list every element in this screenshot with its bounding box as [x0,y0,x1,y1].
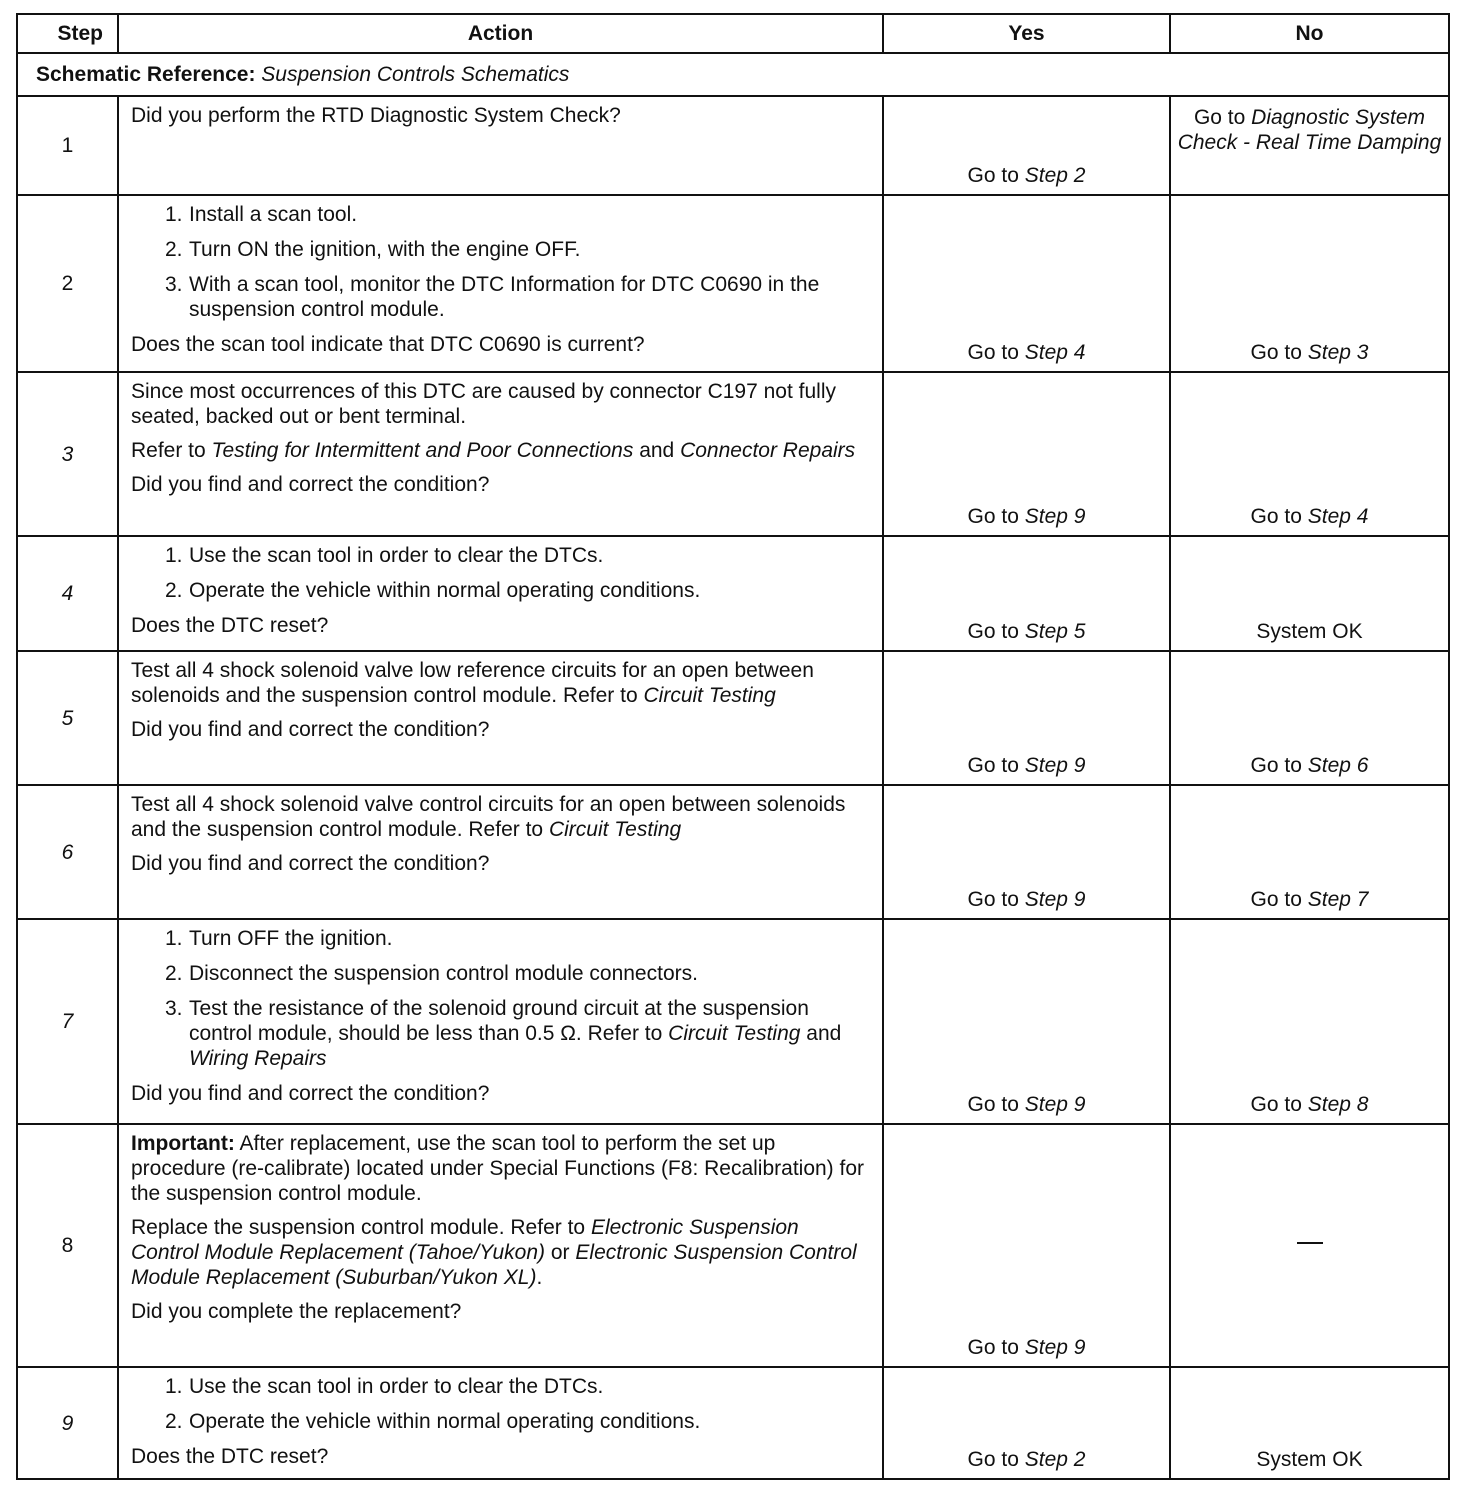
diagnostic-table [16,13,1450,1480]
table-row [17,651,1449,785]
list-item: 3. With a scan tool, monitor the DTC Information for DTC C0690 in the suspension control module. [165,273,820,321]
system-ok-text: System OK [1256,620,1363,643]
step-number: 8 [17,1124,118,1367]
step-number: 2 [17,195,118,372]
action-cell [118,536,883,651]
list-item: 2. Operate the vehicle within normal operating conditions. [165,579,701,602]
circuit-testing-link[interactable]: Circuit Testing [548,818,682,841]
action-cell [118,1124,883,1367]
list-item: 2. Operate the vehicle within normal operating conditions. [165,1410,701,1433]
module-replacement-tahoe-link[interactable]: Electronic Suspension Control Module Replacement (Tahoe/Yukon) [131,1216,799,1264]
yes-cell: Go to Step 9 [883,785,1170,919]
wiring-repairs-link[interactable]: Wiring Repairs [189,1047,327,1070]
question: Does the scan tool indicate that DTC C0690 is current? [131,333,645,356]
no-cell [1170,536,1449,651]
yes-cell: Go to Step 9 [883,1124,1170,1367]
step-link[interactable]: Step 7 [1307,888,1369,911]
dash-placeholder [1297,1242,1323,1244]
step-number: 3 [17,372,118,536]
step-link[interactable]: Step 2 [1024,1448,1086,1471]
step-link[interactable]: Step 2 [1024,164,1086,187]
table-row [17,785,1449,919]
question: Did you find and correct the condition? [131,1082,490,1105]
action-cell [118,1367,883,1479]
header-step: Step [17,14,118,53]
step-link[interactable]: Step 4 [1307,505,1369,528]
schematic-label: Schematic Reference: [36,63,256,86]
action-cell [118,919,883,1124]
yes-cell: Go to Step 5 [883,536,1170,651]
circuit-testing-link[interactable]: Circuit Testing [668,1022,801,1045]
no-cell: Go to Step 8 [1170,919,1449,1124]
schematic-reference-row [17,53,1449,96]
refer-text: Refer to Testing for Intermittent and Poor Connections and Connector Repairs [131,439,856,462]
step-number: 6 [17,785,118,919]
table-row [17,96,1449,195]
question: Did you find and correct the condition? [131,718,490,741]
header-yes: Yes [883,14,1170,53]
step-link[interactable]: Step 5 [1024,620,1086,643]
step-number: 5 [17,651,118,785]
step-number: 7 [17,919,118,1124]
yes-cell: Go to Step 2 [883,1367,1170,1479]
action-cell [118,96,883,195]
yes-cell: Go to Step 9 [883,651,1170,785]
no-cell [1170,1124,1449,1367]
question: Does the DTC reset? [131,1445,329,1468]
question: Does the DTC reset? [131,614,329,637]
step-link[interactable]: Step 6 [1307,754,1369,777]
list-item: 1. Turn OFF the ignition. [165,927,393,950]
table-row [17,1367,1449,1479]
diagnostic-system-check-link[interactable]: Diagnostic System Check - Real Time Damping [1177,106,1442,154]
instruction-list [131,1374,872,1434]
header-no: No [1170,14,1449,53]
table-row [17,372,1449,536]
question: Did you complete the replacement? [131,1300,462,1323]
step-link[interactable]: Step 9 [1024,888,1086,911]
step-link[interactable]: Step 9 [1024,1336,1086,1359]
system-ok-text: System OK [1256,1448,1363,1471]
no-cell: Go to Step 6 [1170,651,1449,785]
table-row [17,195,1449,372]
instruction-list [131,926,872,1071]
action-cell [118,785,883,919]
header-action: Action [118,14,883,53]
step-number: 1 [17,96,118,195]
action-cell [118,195,883,372]
table-header-row [17,14,1449,53]
action-text: Test all 4 shock solenoid valve control circuits for an open between solenoids and the suspension control module. Refer to Circuit Testing [131,793,846,841]
schematic-reference [17,53,1449,96]
schematic-link[interactable]: Suspension Controls Schematics [261,63,570,86]
yes-cell: Go to Step 9 [883,372,1170,536]
step-link[interactable]: Step 9 [1024,505,1086,528]
list-item: 1. Use the scan tool in order to clear the DTCs. [165,544,604,567]
connector-repairs-link[interactable]: Connector Repairs [680,439,856,462]
instruction-list [131,202,872,322]
action-text: Since most occurrences of this DTC are caused by connector C197 not fully seated, backed out or bent terminal. [131,380,836,428]
list-item: 3. Test the resistance of the solenoid ground circuit at the suspension control module, should be less than 0.5 Ω. Refer to Circuit Testing and Wiring Repairs [165,997,842,1070]
no-cell: Go to Diagnostic System Check - Real Time Damping [1170,96,1449,195]
step-link[interactable]: Step 9 [1024,754,1086,777]
module-replacement-suburban-link[interactable]: Electronic Suspension Control Module Replacement (Suburban/Yukon XL) [131,1241,857,1289]
step-link[interactable]: Step 3 [1307,341,1369,364]
instruction-list [131,543,872,603]
action-cell [118,651,883,785]
important-note: Important: After replacement, use the scan tool to perform the set up procedure (re-calibrate) located under Special Functions (F8: Recalibration) for the suspension control module. [131,1132,865,1205]
step-number: 4 [17,536,118,651]
table-row [17,536,1449,651]
testing-intermittent-link[interactable]: Testing for Intermittent and Poor Connections [211,439,634,462]
question: Did you find and correct the condition? [131,852,490,875]
list-item: 1. Install a scan tool. [165,203,358,226]
action-cell [118,372,883,536]
table-row [17,1124,1449,1367]
replace-text: Replace the suspension control module. Refer to Electronic Suspension Control Module Replacement (Tahoe/Yukon) or Electronic Suspension Control Module Replacement (Suburban/Yukon XL). [131,1216,857,1289]
no-cell: Go to Step 3 [1170,195,1449,372]
list-item: 2. Disconnect the suspension control module connectors. [165,962,698,985]
list-item: 2. Turn ON the ignition, with the engine OFF. [165,238,581,261]
step-link[interactable]: Step 8 [1307,1093,1369,1116]
table-row [17,919,1449,1124]
no-cell: Go to Step 4 [1170,372,1449,536]
list-item: 1. Use the scan tool in order to clear the DTCs. [165,1375,604,1398]
step-link[interactable]: Step 9 [1024,1093,1086,1116]
important-label: Important: [131,1132,235,1155]
step-link[interactable]: Step 4 [1024,341,1086,364]
yes-cell: Go to Step 4 [883,195,1170,372]
circuit-testing-link[interactable]: Circuit Testing [643,684,776,707]
action-text: Test all 4 shock solenoid valve low reference circuits for an open between solenoids and the suspension control module. Refer to Circuit Testing [131,659,814,707]
yes-cell: Go to Step 9 [883,919,1170,1124]
question: Did you perform the RTD Diagnostic System Check? [131,104,621,127]
question: Did you find and correct the condition? [131,473,490,496]
no-cell [1170,1367,1449,1479]
step-number: 9 [17,1367,118,1479]
no-cell: Go to Step 7 [1170,785,1449,919]
yes-cell: Go to Step 2 [883,96,1170,195]
